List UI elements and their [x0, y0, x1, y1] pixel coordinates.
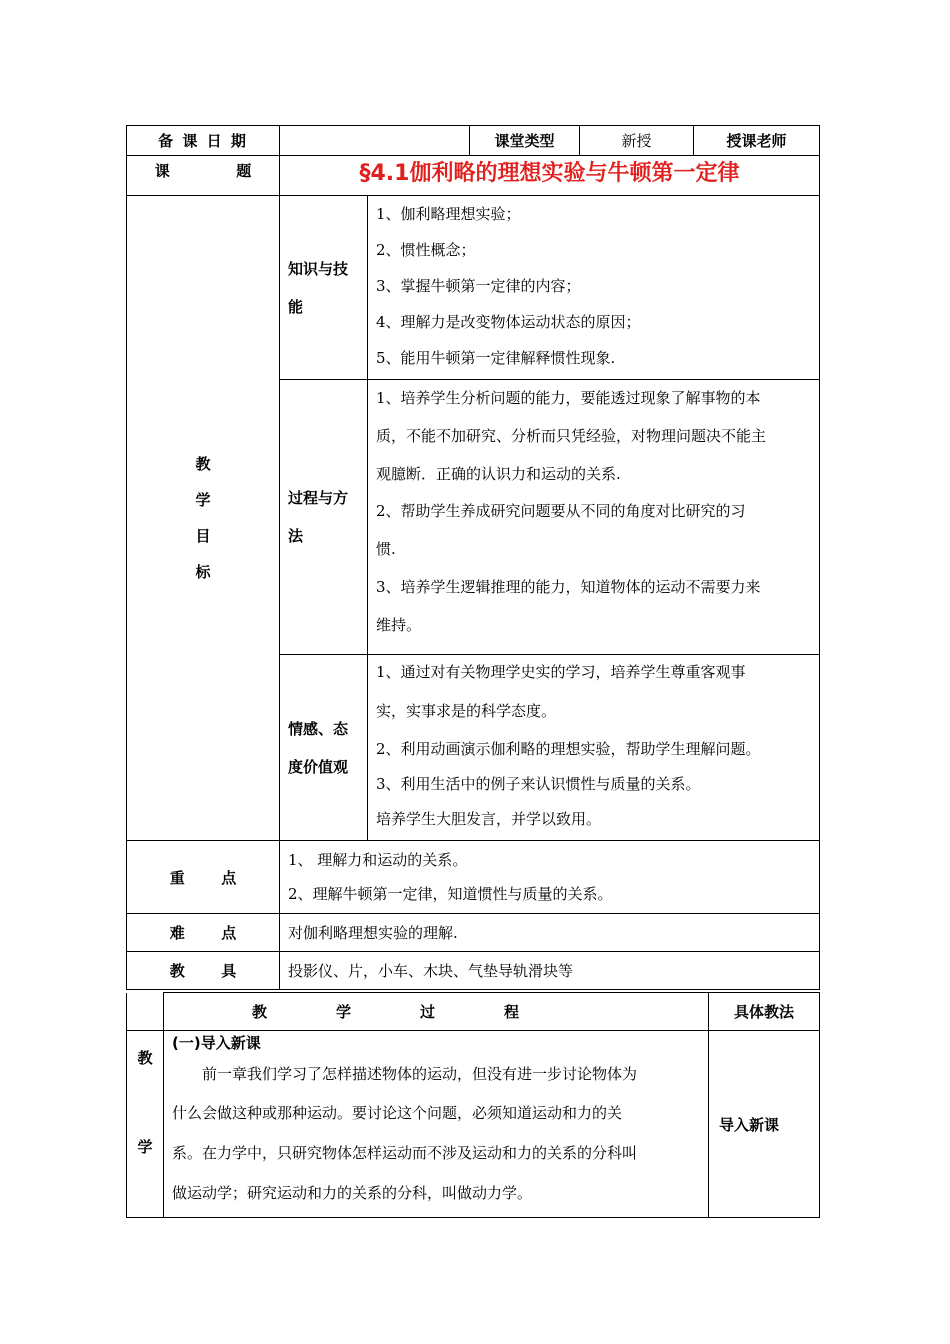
process-item: 维持。 [376, 615, 422, 634]
process-header-char: 过 [420, 1003, 436, 1021]
knowledge-label [280, 196, 368, 380]
process-label [280, 380, 368, 655]
tools-label-right: 具 [221, 962, 237, 980]
method-header: 具体教法 [709, 993, 820, 1031]
key-point-item: 2、理解牛顿第一定律，知道惯性与质量的关系。 [288, 885, 613, 903]
class-type-label: 课堂类型 [470, 126, 580, 156]
key-point-item: 1、 理解力和运动的关系。 [288, 851, 468, 869]
goals-label [127, 196, 280, 841]
lesson-plan-table [126, 125, 820, 990]
knowledge-items [368, 196, 820, 380]
emotion-item: 实，实事求是的科学态度。 [376, 702, 557, 720]
tools-row [127, 952, 820, 990]
goals-label-char: 教 [195, 455, 211, 473]
process-item: 观臆断．正确的认识力和运动的关系. [376, 464, 621, 483]
process-label-line: 法 [288, 527, 304, 545]
teacher-label: 授课老师 [694, 126, 820, 156]
knowledge-label-line: 知识与技 [288, 259, 349, 278]
prep-date-value [280, 126, 470, 156]
process-side-char: 教 [137, 1049, 153, 1067]
difficulty-label-right: 点 [221, 924, 237, 942]
topic-label-right: 题 [236, 162, 252, 180]
knowledge-item: 1、伽利略理想实验； [376, 205, 521, 223]
goals-label-char: 标 [195, 563, 211, 581]
knowledge-label-line: 能 [288, 297, 304, 316]
process-header-char: 学 [336, 1003, 352, 1021]
key-points-items [280, 841, 820, 914]
process-item: 2、帮助学生养成研究问题要从不同的角度对比研究的习 [376, 502, 746, 521]
process-label-line: 过程与方 [288, 489, 349, 507]
section-title: (一)导入新课 [172, 1034, 261, 1052]
process-item: 惯. [376, 540, 396, 559]
process-side-label [127, 1031, 164, 1218]
class-type-value: 新授 [580, 126, 694, 156]
difficulty-text: 对伽利略理想实验的理解. [280, 914, 820, 952]
emotion-label-line: 度价值观 [288, 757, 349, 776]
emotion-items [368, 655, 820, 841]
tools-label-left: 教 [169, 962, 185, 980]
tools-label [127, 952, 280, 990]
process-header [164, 993, 709, 1031]
lesson-title: §4.1伽利略的理想实验与牛顿第一定律 [280, 156, 820, 196]
goals-label-char: 学 [195, 491, 211, 509]
difficulty-label [127, 914, 280, 952]
knowledge-item: 5、能用牛顿第一定律解释惯性现象. [376, 349, 616, 367]
paragraph-line: 什么会做这种或那种运动。要讨论这个问题，必须知道运动和力的关 [172, 1104, 623, 1122]
difficulty-row [127, 914, 820, 952]
prep-date-label: 备 课 日 期 [127, 126, 280, 156]
paragraph-line: 前一章我们学习了怎样描述物体的运动，但没有进一步讨论物体为 [202, 1065, 638, 1083]
goals-label-char: 目 [195, 527, 211, 545]
process-side-char: 学 [137, 1138, 153, 1156]
knowledge-item: 2、惯性概念； [376, 241, 476, 259]
goals-knowledge-row [127, 196, 820, 380]
emotion-item: 1、通过对有关物理学史实的学习，培养学生尊重客观事 [376, 663, 746, 681]
knowledge-item: 3、掌握牛顿第一定律的内容； [376, 277, 581, 295]
key-points-label-left: 重 [169, 868, 185, 887]
emotion-label [280, 655, 368, 841]
emotion-item: 2、利用动画演示伽利略的理想实验，帮助学生理解问题。 [376, 740, 761, 758]
key-points-label-right: 点 [221, 868, 237, 887]
tools-text: 投影仪、片，小车、木块、气垫导轨滑块等 [280, 952, 820, 990]
header-row [127, 126, 820, 156]
topic-label [127, 156, 280, 196]
topic-label-left: 课 [154, 162, 170, 180]
key-points-row [127, 841, 820, 914]
process-items [368, 380, 820, 655]
process-body-row [127, 1031, 820, 1218]
process-header-row [127, 993, 820, 1031]
knowledge-item: 4、理解力是改变物体运动状态的原因； [376, 313, 641, 331]
difficulty-label-left: 难 [169, 924, 185, 942]
process-header-blank [127, 993, 164, 1031]
paragraph-line: 系。在力学中，只研究物体怎样运动而不涉及运动和力的关系的分科叫 [172, 1144, 638, 1162]
process-item: 3、培养学生逻辑推理的能力，知道物体的运动不需要力来 [376, 577, 761, 596]
emotion-item: 培养学生大胆发言，并学以致用。 [376, 810, 602, 828]
process-content [164, 1031, 709, 1218]
topic-row [127, 156, 820, 196]
teaching-process-table [126, 992, 820, 1218]
process-item: 1、培养学生分析问题的能力，要能透过现象了解事物的本 [376, 389, 761, 407]
process-header-char: 教 [252, 1003, 268, 1021]
paragraph-line: 做运动学；研究运动和力的关系的分科，叫做动力学。 [172, 1184, 533, 1202]
emotion-label-line: 情感、态 [288, 719, 349, 738]
emotion-item: 3、利用生活中的例子来认识惯性与质量的关系。 [376, 775, 701, 793]
process-header-char: 程 [504, 1003, 520, 1021]
method-text: 导入新课 [709, 1031, 820, 1218]
key-points-label [127, 841, 280, 914]
process-item: 质，不能不加研究、分析而只凭经验，对物理问题决不能主 [376, 426, 767, 445]
